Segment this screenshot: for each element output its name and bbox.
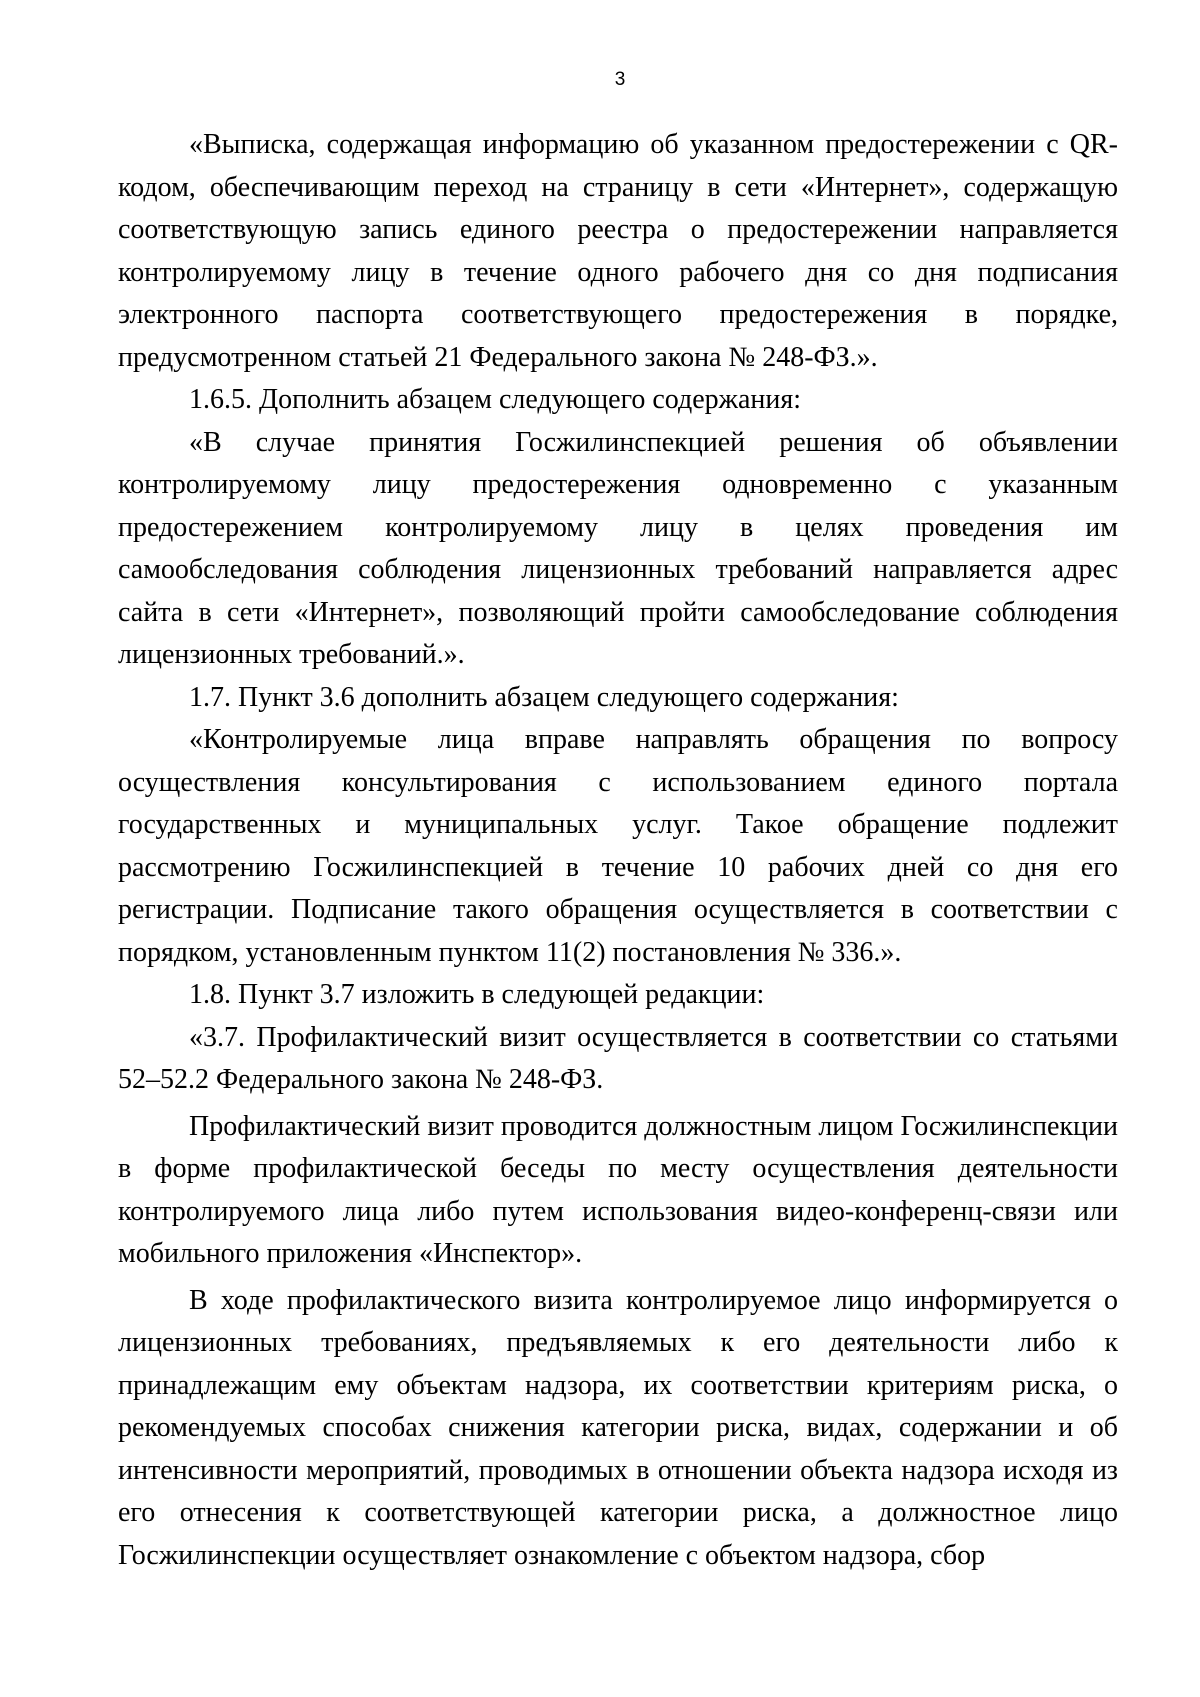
paragraph-self-inspection: «В случае принятия Госжилинспекцией решения об объявлении контролируемому лицу предостережения одновременно с указанным предостережением контролируемому лицу в целях проведения им самообследования соблюдения лицензионных требований направляется адрес сайта в сети «Интернет», позволяющий пройти самообследование соблюдения лицензионных требований.». (118, 426, 1118, 670)
paragraph-item-1-8: 1.8. Пункт 3.7 изложить в следующей редакции: (189, 979, 765, 1010)
paragraph-visit-format: Профилактический визит проводится должностным лицом Госжилинспекции в форме профилактической беседы по месту осуществления деятельности контролируемого лица либо путем использования видео-конференц-связи или мобильного приложения «Инспектор». (118, 1110, 1118, 1269)
document-body (118, 124, 1118, 1577)
paragraph-item-1-6-5: 1.6.5. Дополнить абзацем следующего содержания: (189, 384, 802, 415)
paragraph-consultation-requests: «Контролируемые лица вправе направлять обращения по вопросу осуществления консультирования с использованием единого портала государственных и муниципальных услуг. Такое обращение подлежит рассмотрению Госжилинспекцией в течение 10 рабочих дней со дня его регистрации. Подписание такого обращения осуществляется в соответствии с порядком, установленным пунктом 11(2) постановления № 336.». (118, 724, 1118, 968)
paragraph-extract-notice: «Выписка, содержащая информацию об указанном предостережении с QR-кодом, обеспечивающим переход на страницу в сети «Интернет», содержащую соответствующую запись единого реестра о предостережении направляется контролируемому лицу в течение одного рабочего дня со дня подписания электронного паспорта соответствующего предостережения в порядке, предусмотренном статьей 21 Федерального закона № 248-ФЗ.». (118, 129, 1118, 373)
page-number: 3 (614, 69, 626, 90)
paragraph-clause-3-7: «3.7. Профилактический визит осуществляется в соответствии со статьями 52–52.2 Федерального закона № 248-ФЗ. (118, 1021, 1118, 1095)
paragraph-item-1-7: 1.7. Пункт 3.6 дополнить абзацем следующего содержания: (189, 681, 899, 713)
paragraph-visit-content: В ходе профилактического визита контролируемое лицо информируется о лицензионных требованиях, предъявляемых к его деятельности либо к принадлежащим ему объектам надзора, их соответствии критериям риска, о рекомендуемых способах снижения категории риска, видах, содержании и об интенсивности мероприятий, проводимых в отношении объекта надзора исходя из его отнесения к соответствующей категории риска, а должностное лицо Госжилинспекции осуществляет ознакомление с объектом надзора, сбор (118, 1284, 1118, 1571)
